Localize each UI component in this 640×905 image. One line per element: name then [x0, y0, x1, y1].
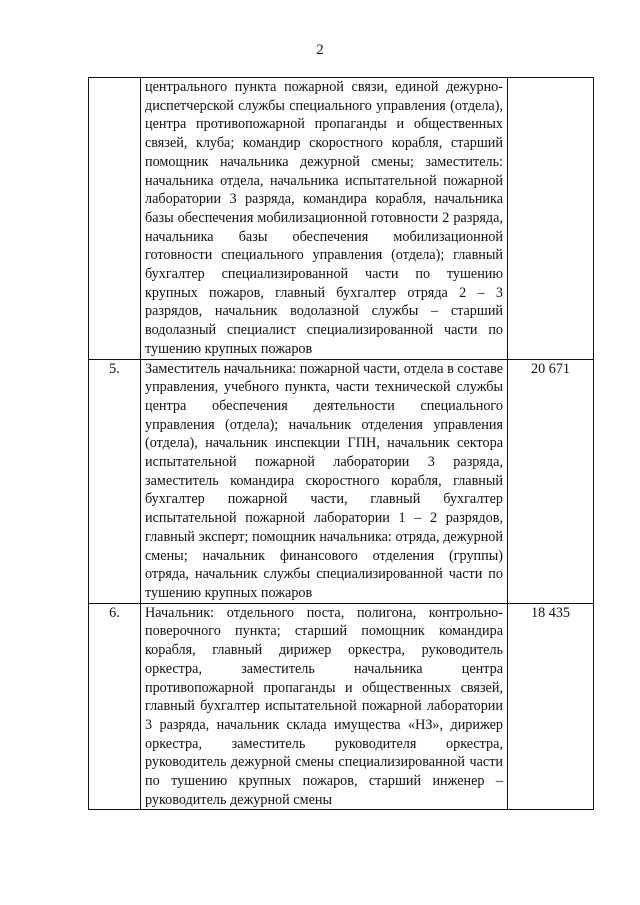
table-row — [89, 359, 594, 603]
table-row — [89, 603, 594, 810]
position-title-cell: центрального пункта пожарной связи, единой дежурно-диспетчерской службы специального управления (отдела), центра противопожарной пропаганды и общественных связей, клуба; командир скоростного корабля, старший помощник начальника дежурной смены; заместитель: начальника отдела, начальника испытательной пожарной лаборатории 3 разряда, командира корабля, начальника базы обеспечения мобилизационной готовности 2 разряда, начальника базы обеспечения мобилизационной готовности специального управления (отдела); главный бухгалтер специализированной части по тушению крупных пожаров, главный бухгалтер отряда 2 – 3 разрядов, начальник водолазной службы – старший водолазный специалист специализированной части по тушению крупных пожаров — [141, 78, 508, 360]
position-title-cell: Начальник: отдельного поста, полигона, контрольно-поверочного пункта; старший помощник командира корабля, главный дирижер оркестра, руководитель оркестра, заместитель начальника центра противопожарной пропаганды и общественных связей, главный бухгалтер испытательной пожарной лаборатории 3 разряда, начальник склада имущества «НЗ», дирижер оркестра, заместитель руководителя оркестра, руководитель дежурной смены специализированной части по тушению крупных пожаров, старший инженер – руководитель дежурной смены — [141, 603, 508, 810]
salary-cell — [508, 78, 594, 360]
row-number-cell: 5. — [89, 359, 141, 603]
table-row — [89, 78, 594, 360]
position-title-cell: Заместитель начальника: пожарной части, отдела в составе управления, учебного пункта, части технической службы центра обеспечения деятельности специального управления (отдела); начальник отделения управления (отдела), начальник инспекции ГПН, начальник сектора испытательной пожарной лаборатории 3 разряда, заместитель командира скоростного корабля, главный бухгалтер пожарной части, главный бухгалтер испытательной пожарной лаборатории 1 – 2 разрядов, главный эксперт; помощник начальника: отряда, дежурной смены; начальник финансового отделения (группы) отряда, начальник службы специализированной части по тушению крупных пожаров — [141, 359, 508, 603]
row-number-cell — [89, 78, 141, 360]
salary-cell: 18 435 — [508, 603, 594, 810]
row-number-cell: 6. — [89, 603, 141, 810]
positions-salary-table — [88, 77, 594, 810]
salary-cell: 20 671 — [508, 359, 594, 603]
page-number: 2 — [316, 42, 324, 58]
